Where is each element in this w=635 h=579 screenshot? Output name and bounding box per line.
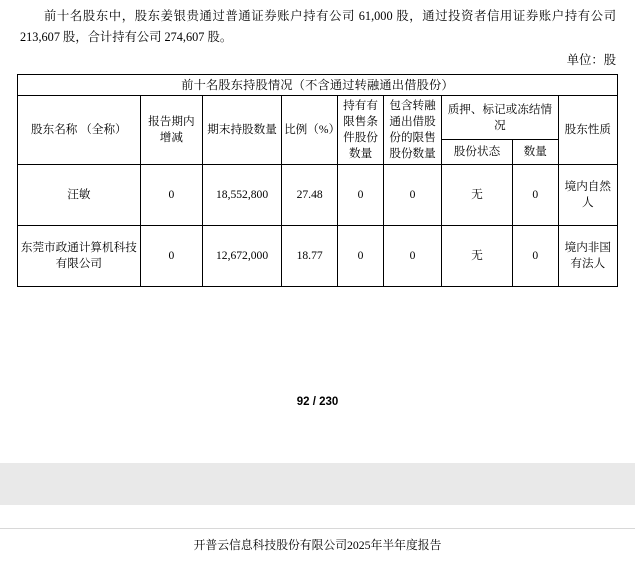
col-share-status: 股份状态 <box>442 140 513 165</box>
col-restricted-qty: 持有有限售条件股份数量 <box>338 96 384 165</box>
page-footer: 开普云信息科技股份有限公司2025年半年度报告 <box>193 538 442 552</box>
cell-ratio: 27.48 <box>282 165 338 226</box>
col-shareholder-name: 股东名称 （全称） <box>18 96 141 165</box>
cell-end-qty: 18,552,800 <box>203 165 282 226</box>
table-title: 前十名股东持股情况（不含通过转融通出借股份） <box>18 75 618 96</box>
cell-shareholder-name: 汪敏 <box>18 165 141 226</box>
table-row <box>18 165 618 226</box>
col-end-holding-qty: 期末持股数量 <box>203 96 282 165</box>
unit-note: 单位：股 <box>566 53 616 67</box>
cell-status: 无 <box>442 165 513 226</box>
cell-refinancing: 0 <box>383 165 441 226</box>
cell-change: 0 <box>140 226 202 287</box>
col-ratio: 比例（%） <box>282 96 338 165</box>
shareholders-table <box>17 74 618 287</box>
table-row <box>18 226 618 287</box>
cell-nature: 境内自然人 <box>558 165 617 226</box>
cell-restricted: 0 <box>338 226 384 287</box>
col-report-period-change: 报告期内增减 <box>140 96 202 165</box>
col-pledge-group: 质押、标记或冻结情况 <box>442 96 558 140</box>
cell-status: 无 <box>442 226 513 287</box>
cell-shareholder-name: 东莞市政通计算机科技有限公司 <box>18 226 141 287</box>
cell-restricted: 0 <box>338 165 384 226</box>
cell-refinancing: 0 <box>383 226 441 287</box>
intro-paragraph: 前十名股东中，股东姜银贵通过普通证券账户持有公司 61,000 股，通过投资者信用证券账户持有公司 213,607 股，合计持有公司 274,607 股。 <box>20 9 616 44</box>
cell-amount: 0 <box>512 165 558 226</box>
page-number: 92 / 230 <box>296 396 339 408</box>
cell-amount: 0 <box>512 226 558 287</box>
footer-divider <box>0 528 635 529</box>
col-refinancing-restricted-qty: 包含转融通出借股份的限售股份数量 <box>383 96 441 165</box>
cell-change: 0 <box>140 165 202 226</box>
cell-ratio: 18.77 <box>282 226 338 287</box>
page-separator-band <box>0 463 635 505</box>
table-title-row <box>18 75 618 96</box>
col-shareholder-nature: 股东性质 <box>558 96 617 165</box>
table-header-row-1 <box>18 96 618 140</box>
cell-end-qty: 12,672,000 <box>203 226 282 287</box>
cell-nature: 境内非国有法人 <box>558 226 617 287</box>
col-amount: 数量 <box>512 140 558 165</box>
